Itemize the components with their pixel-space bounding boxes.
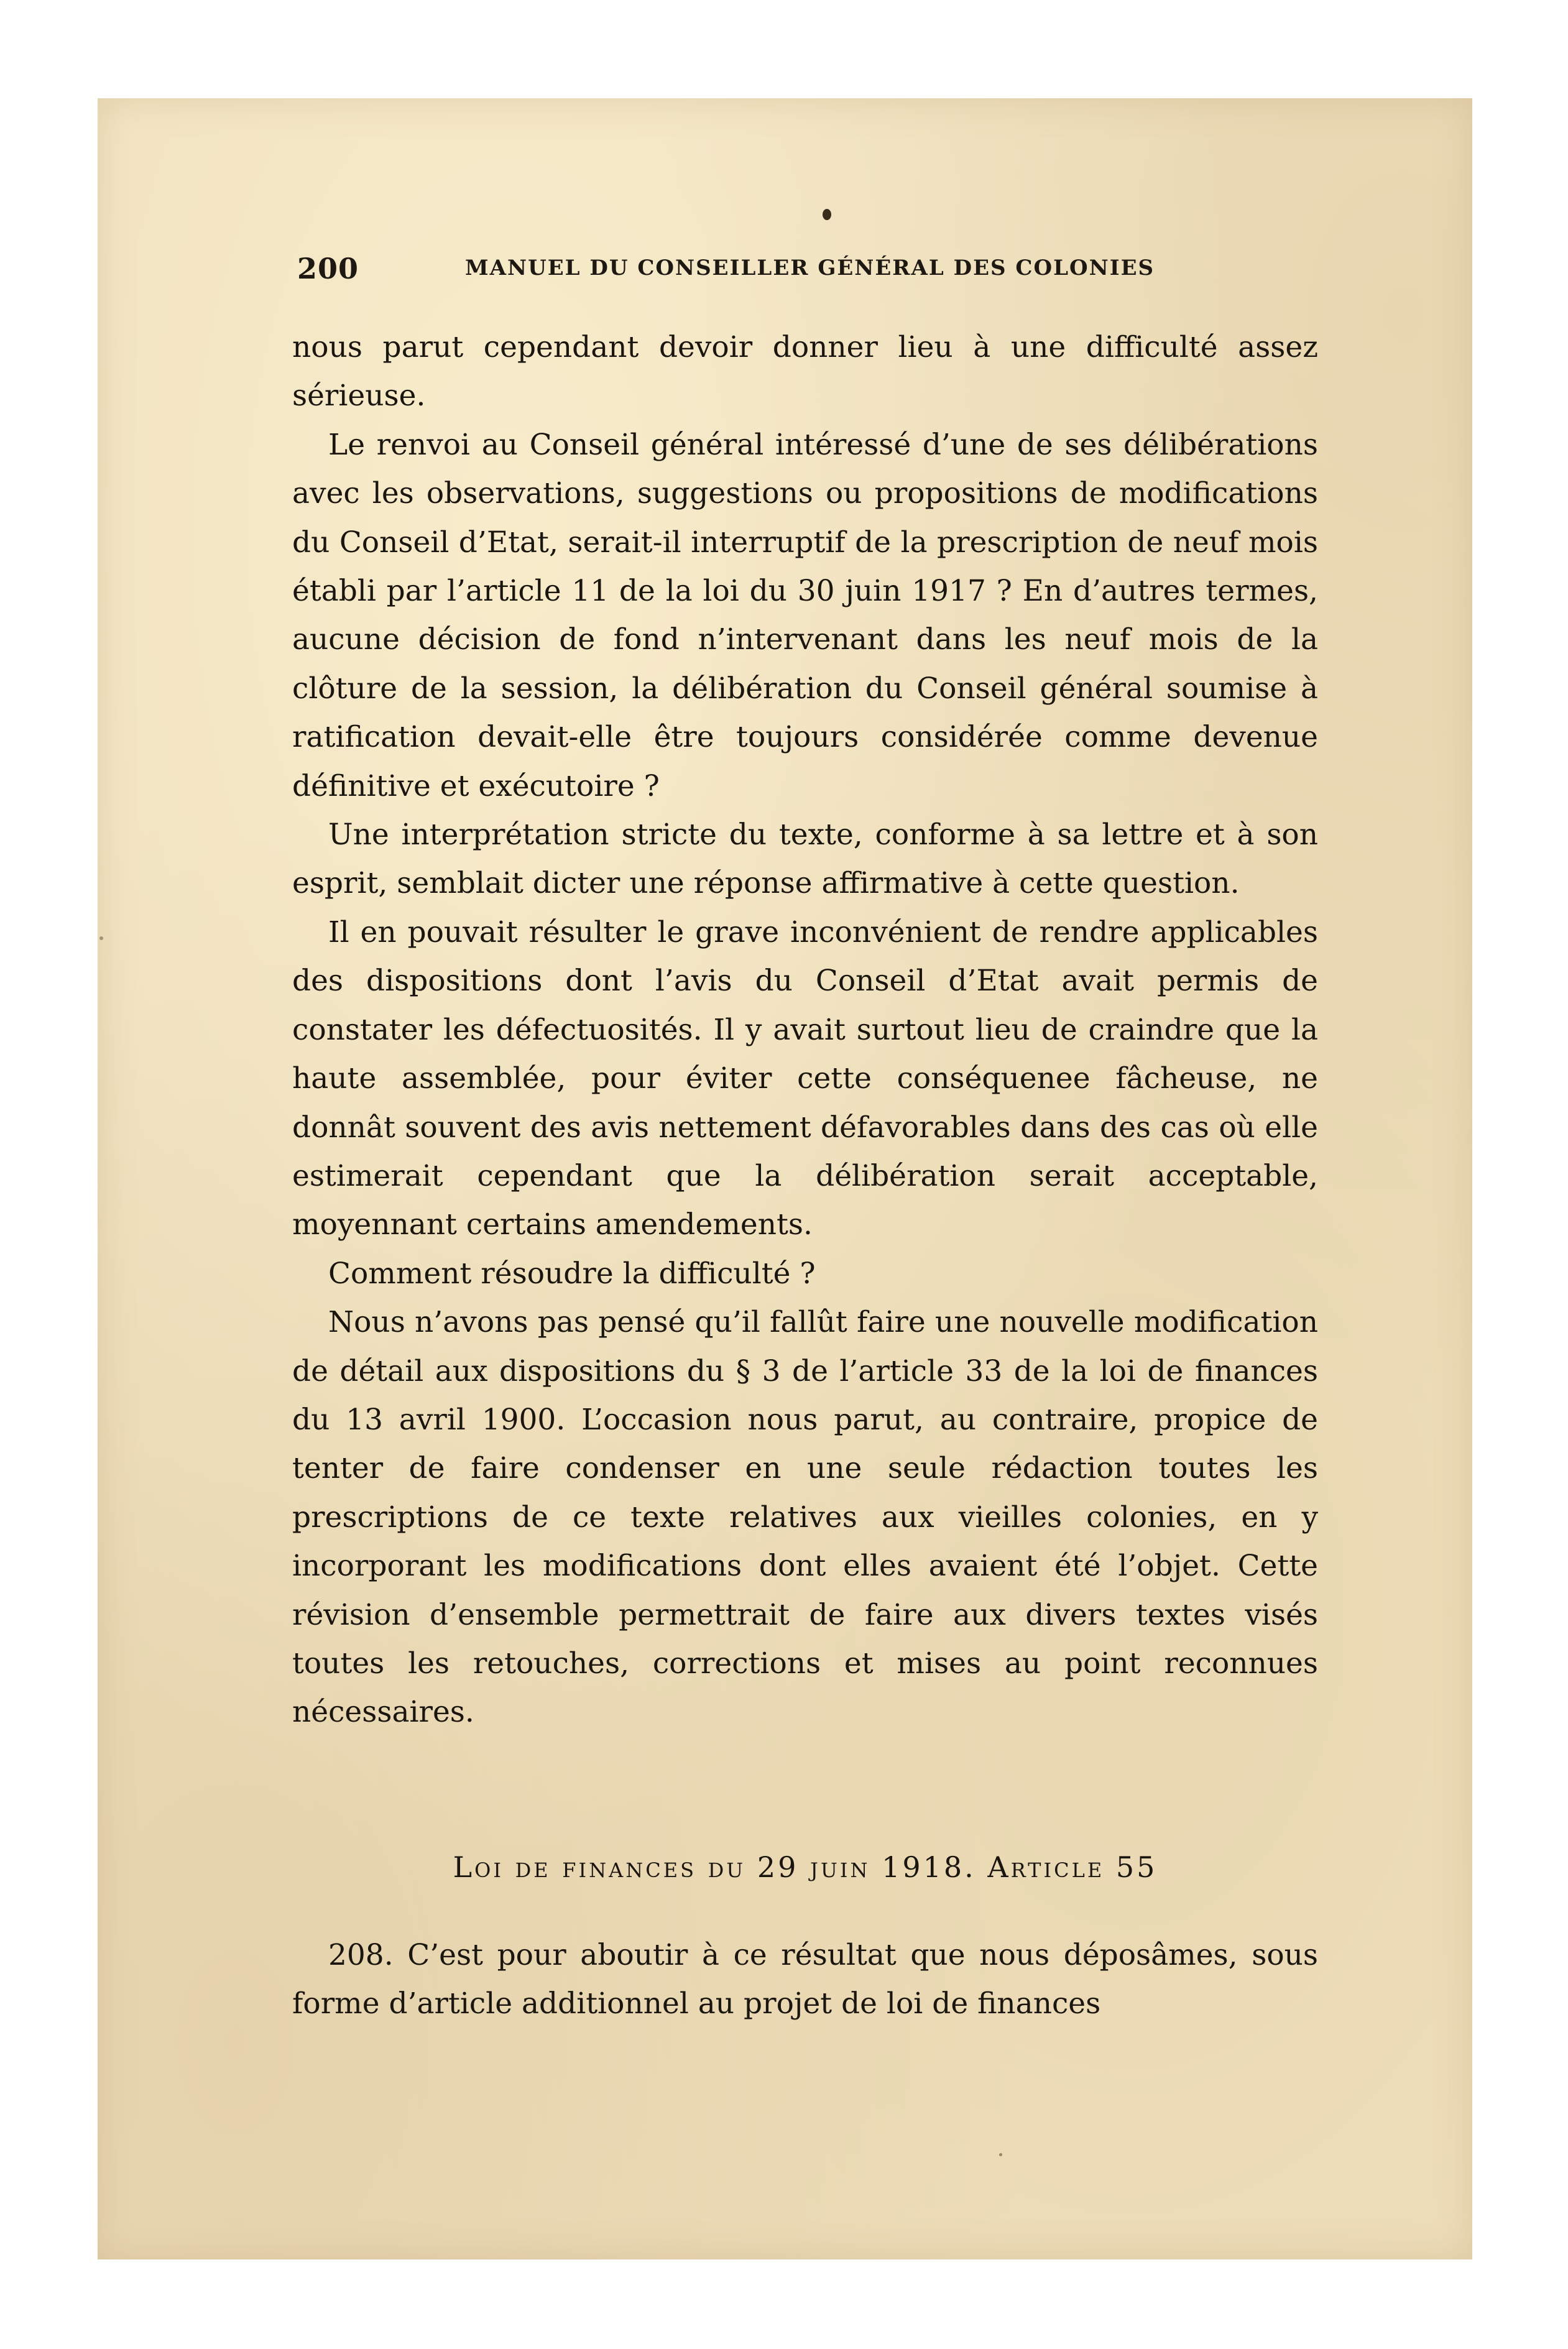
paragraph: Une interprétation stricte du texte, conforme à sa lettre et à son esprit, semblait dicter une réponse affirmative à cette question. bbox=[292, 818, 1318, 901]
paragraph: 208. C’est pour aboutir à ce résultat que nous déposâmes, sous forme d’article additionnel au projet de loi de finances bbox=[292, 1938, 1318, 2021]
page-header bbox=[297, 252, 1304, 289]
running-head: MANUEL DU CONSEILLER GÉNÉRAL DES COLONIES bbox=[465, 256, 1155, 280]
ink-speck bbox=[823, 209, 831, 220]
paragraph: Nous n’avons pas pensé qu’il fallût faire une nouvelle modification de détail aux dispositions du § 3 de l’article 33 de la loi de finances du 13 avril 1900. L’occasion nous parut, au contraire, propice de tenter de faire condenser en une seule rédaction toutes les prescriptions de ce texte relatives aux vieilles colonies, en y incorporant les modifications dont elles avaient été l’objet. Cette révision d’ensemble permettrait de faire aux divers textes visés toutes les retouches, corrections et mises au point reconnues nécessaires. bbox=[292, 1305, 1318, 1730]
body-text bbox=[292, 323, 1318, 1737]
paragraph: Il en pouvait résulter le grave inconvénient de rendre applicables des dispositions dont l’avis du Conseil d’Etat avait permis de constater les défectuosités. Il y avait surtout lieu de craindre que la haute assemblée, pour éviter cette conséquenee fâcheuse, ne donnât souvent des avis nettement défavorables dans des cas où elle estimerait cependant que la délibération serait acceptable, moyennant certains amendements. bbox=[292, 915, 1318, 1242]
paragraph: Le renvoi au Conseil général intéressé d’une de ses délibérations avec les observations, suggestions ou propositions de modifications du Conseil d’Etat, serait-il interruptif de la prescription de neuf mois établi par l’article 11 de la loi du 30 juin 1917 ? En d’autres termes, aucune décision de fond n’intervenant dans les neuf mois de la clôture de la session, la délibération du Conseil général soumise à ratification devait-elle être toujours considérée comme devenue définitive et exécutoire ? bbox=[292, 427, 1318, 803]
page-number: 200 bbox=[297, 252, 359, 285]
section-text bbox=[292, 1931, 1318, 2029]
ink-speck bbox=[99, 936, 103, 940]
paragraph: Comment résoudre la difficulté ? bbox=[328, 1256, 816, 1291]
paragraph: nous parut cependant devoir donner lieu à une difficulté assez sérieuse. bbox=[292, 330, 1318, 413]
section-heading: Loi de finances du 29 juin 1918. Article 55 bbox=[453, 1850, 1158, 1884]
ink-speck bbox=[999, 2153, 1002, 2156]
